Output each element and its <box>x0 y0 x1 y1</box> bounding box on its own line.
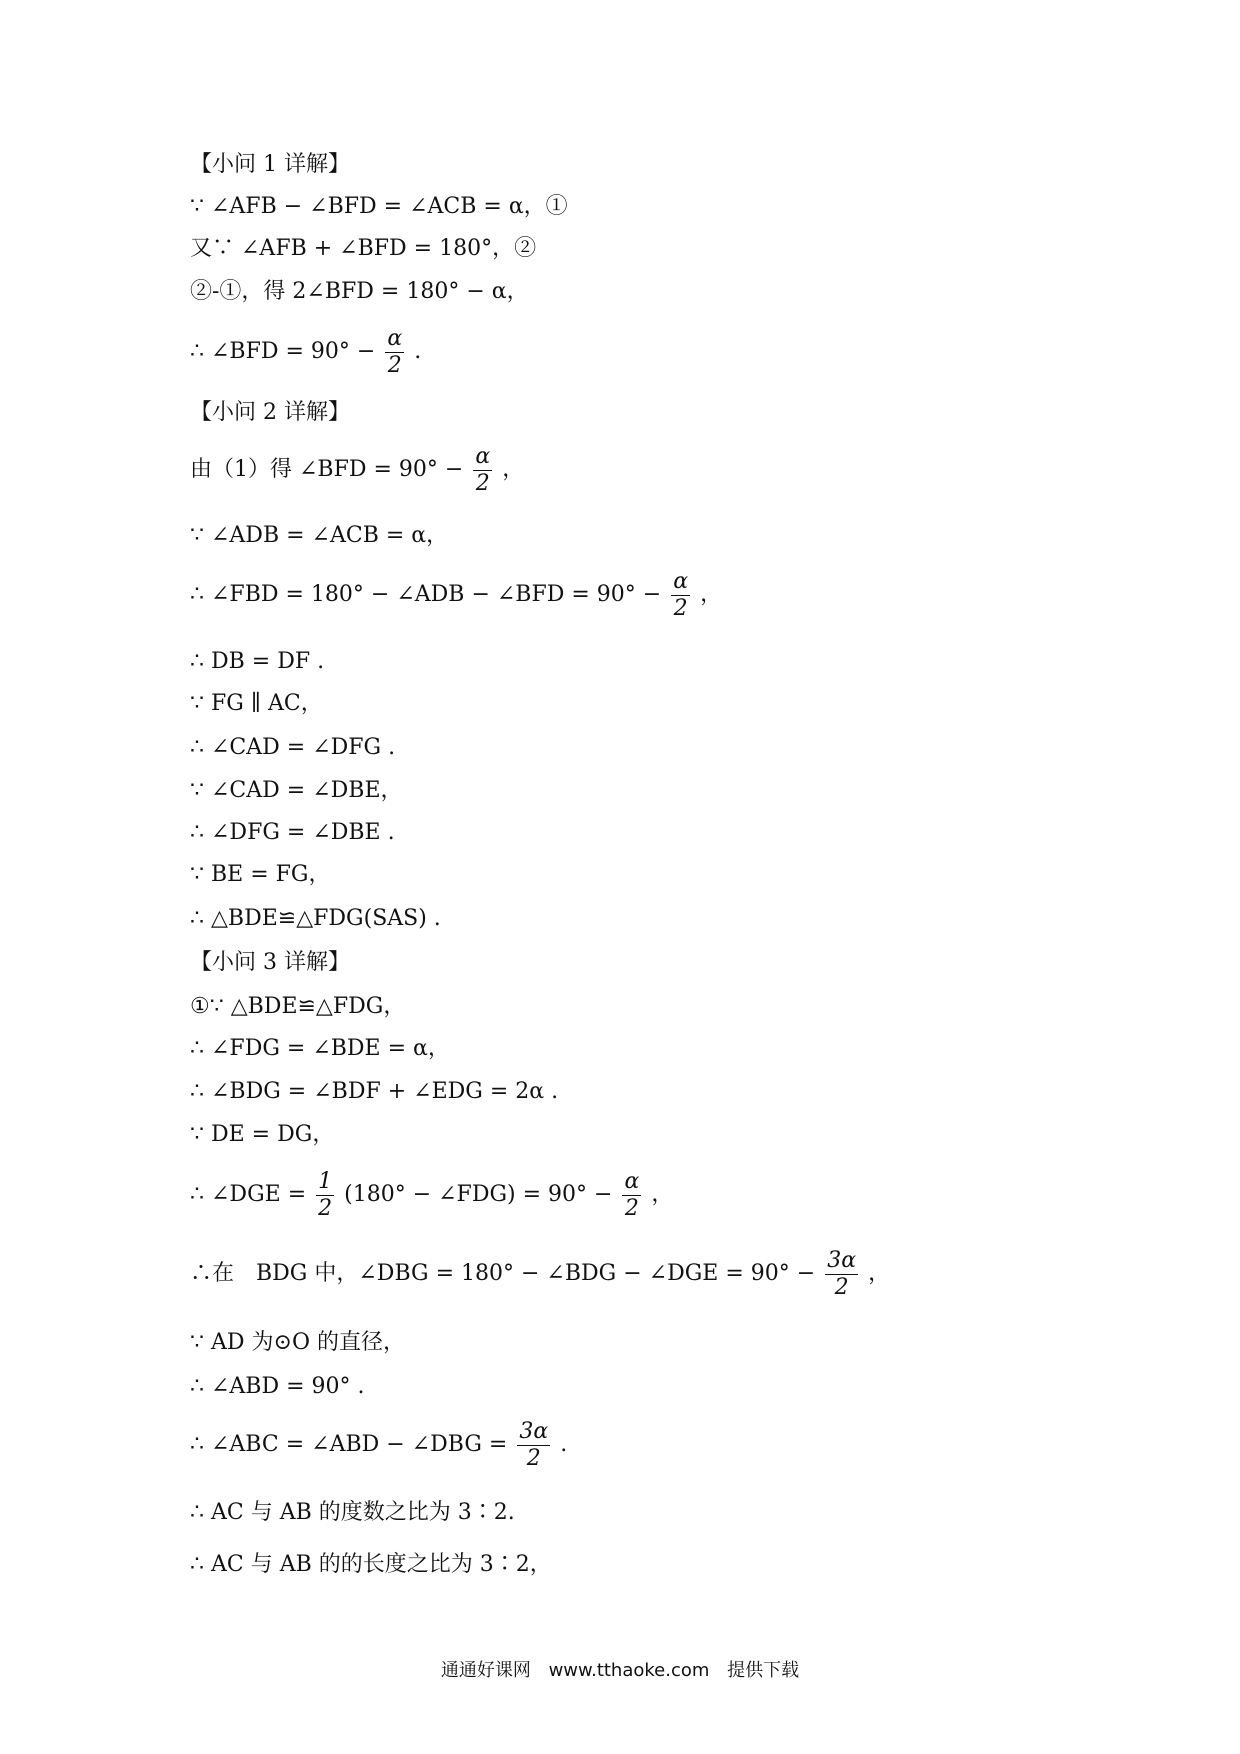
equation-text: ∴ ∠ABC = ∠ABD − ∠DBG = <box>190 1432 508 1457</box>
fraction-numerator: α <box>673 568 689 594</box>
section1-header: 【小问 1 详解】 <box>190 152 350 177</box>
fraction <box>671 569 690 622</box>
section2-line4: ∴ DB = DF . <box>190 649 325 674</box>
fraction <box>622 1169 641 1222</box>
section2-line10: ∴ △BDE≌△FDG(SAS) . <box>190 906 441 931</box>
fraction-denominator: 2 <box>387 352 402 378</box>
section2-line5: ∵ FG ∥ AC， <box>190 691 323 716</box>
fraction-denominator: 2 <box>526 1445 541 1471</box>
equation-text: ， <box>868 1261 891 1286</box>
section3-line1: ①∵ △BDE≌△FDG， <box>190 994 406 1019</box>
section3-line5 <box>190 1165 673 1225</box>
section2-line7: ∵ ∠CAD = ∠DBE， <box>190 778 403 803</box>
fraction <box>316 1169 334 1222</box>
fraction-numerator: α <box>387 325 403 351</box>
section2-line1 <box>190 440 524 500</box>
equation-text: . <box>560 1432 568 1457</box>
equation-text: . <box>414 339 422 364</box>
equation-text: ， <box>651 1182 674 1207</box>
fraction-numerator: α <box>624 1168 640 1194</box>
fraction-numerator: 3α <box>519 1418 549 1444</box>
section1-line4 <box>190 322 421 382</box>
page-footer <box>0 1656 1240 1682</box>
equation-text: ， <box>700 582 723 607</box>
section3-line11: ∴ AC 与 AB 的的长度之比为 3∶2， <box>190 1552 552 1577</box>
equation-text: ∴ ∠FBD = 180° − ∠ADB − ∠BFD = 90° − <box>190 582 662 607</box>
section3-line4: ∵ DE = DG， <box>190 1122 335 1147</box>
fraction <box>517 1419 550 1472</box>
section2-line9: ∵ BE = FG， <box>190 862 331 887</box>
fraction-numerator: 1 <box>318 1168 333 1194</box>
fraction-numerator: α <box>475 443 491 469</box>
section3-line8: ∴ ∠ABD = 90° . <box>190 1374 365 1399</box>
section2-line8: ∴ ∠DFG = ∠DBE . <box>190 820 395 845</box>
section1-line3: ②-①，得 2∠BFD = 180° − α， <box>190 279 529 304</box>
footer-url[interactable]: www.tthaoke.com <box>548 1660 710 1681</box>
fraction <box>825 1248 858 1301</box>
section3-header: 【小问 3 详解】 <box>190 950 350 975</box>
fraction-denominator: 2 <box>624 1195 639 1221</box>
section1-line1: ∵ ∠AFB − ∠BFD = ∠ACB = α，① <box>190 194 568 219</box>
equation-text: (180° − ∠FDG) = 90° − <box>344 1182 613 1207</box>
section3-line7: ∵ AD 为⊙O 的直径， <box>190 1330 405 1355</box>
section3-line6 <box>190 1244 890 1304</box>
footer-site-name: 通通好课网 <box>440 1660 531 1681</box>
section1-line2: 又∵ ∠AFB + ∠BFD = 180°，② <box>190 236 537 261</box>
fraction-numerator: 3α <box>827 1247 857 1273</box>
section3-line9 <box>190 1415 567 1475</box>
section3-line2: ∴ ∠FDG = ∠BDE = α， <box>190 1036 450 1061</box>
equation-text: ∴ ∠DGE = <box>190 1182 307 1207</box>
section2-line2: ∵ ∠ADB = ∠ACB = α， <box>190 523 449 548</box>
fraction-denominator: 2 <box>834 1274 849 1300</box>
fraction <box>385 326 404 379</box>
equation-text: 由（1）得 ∠BFD = 90° − <box>190 457 464 482</box>
equation-text: ∴在 BDG 中，∠DBG = 180° − ∠BDG − ∠DGE = 90° − <box>190 1261 816 1286</box>
fraction-denominator: 2 <box>475 470 490 496</box>
fraction-denominator: 2 <box>673 595 688 621</box>
fraction-denominator: 2 <box>318 1195 333 1221</box>
fraction <box>473 444 492 497</box>
equation-text: ∴ ∠BFD = 90° − <box>190 339 376 364</box>
section3-line10: ∴ AC 与 AB 的度数之比为 3∶2. <box>190 1500 515 1525</box>
section2-line6: ∴ ∠CAD = ∠DFG . <box>190 735 396 760</box>
section3-line3: ∴ ∠BDG = ∠BDF + ∠EDG = 2α . <box>190 1079 559 1104</box>
footer-suffix: 提供下载 <box>727 1660 800 1681</box>
section2-header: 【小问 2 详解】 <box>190 400 350 425</box>
section2-line3 <box>190 565 722 625</box>
equation-text: ， <box>502 457 525 482</box>
